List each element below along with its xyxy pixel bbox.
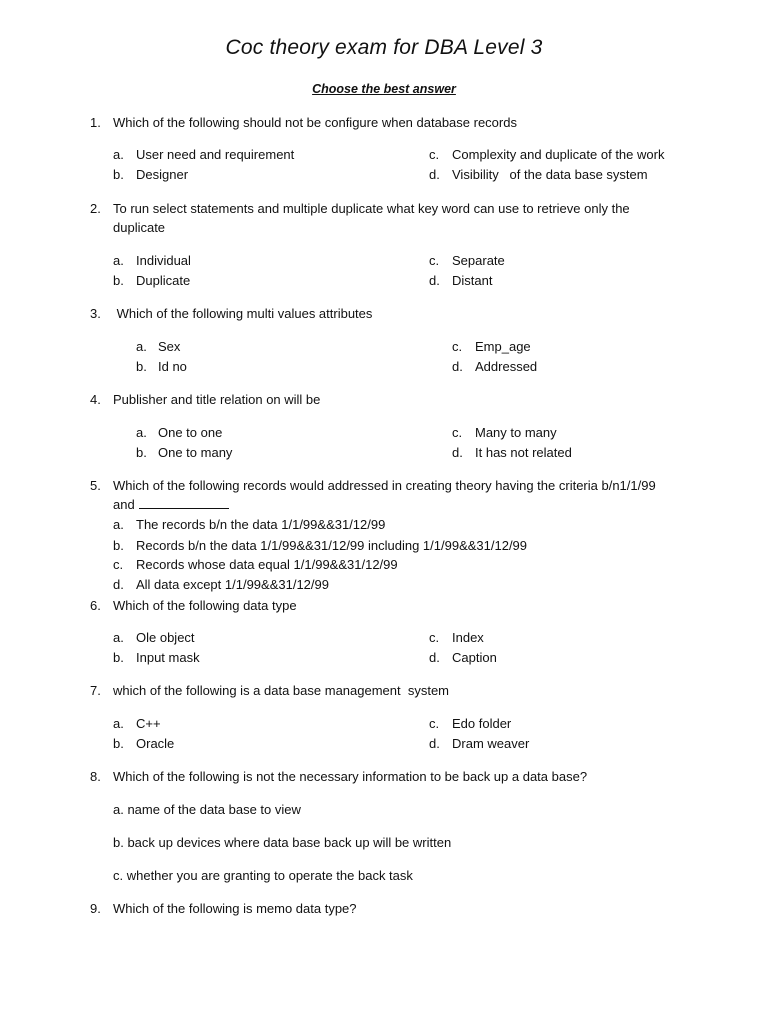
option-text: It has not related xyxy=(475,445,572,460)
option-letter: a. xyxy=(113,630,124,645)
option-letter: c. xyxy=(452,339,463,354)
question-number: 1. xyxy=(90,115,101,130)
option-text: All data except 1/1/99&&31/12/99 xyxy=(136,577,329,592)
option-text: Many to many xyxy=(475,425,557,440)
option-letter: d. xyxy=(429,736,440,751)
option-text: Sex xyxy=(158,339,181,354)
option-letter: a. xyxy=(136,425,147,440)
option-letter: b. xyxy=(136,359,147,374)
option-text: User need and requirement xyxy=(136,147,295,162)
option-text: Emp_age xyxy=(475,339,531,354)
option-letter: c. xyxy=(429,630,440,645)
question-number: 7. xyxy=(90,683,101,698)
option-text: a. name of the data base to view xyxy=(113,802,301,817)
question-number: 5. xyxy=(90,478,101,493)
option-text: Distant xyxy=(452,273,493,288)
question-text: Which of the following data type xyxy=(113,598,297,613)
option-letter: d. xyxy=(429,167,440,182)
option-text: Visibility of the data base system xyxy=(452,167,648,182)
option-letter: b. xyxy=(113,273,124,288)
question-text: To run select statements and multiple duplicate what key word can use to retrieve only the xyxy=(113,201,630,216)
option-letter: a. xyxy=(113,147,124,162)
answer-blank xyxy=(139,496,229,509)
option-text: Oracle xyxy=(136,736,175,751)
page-title: Coc theory exam for DBA Level 3 xyxy=(225,36,543,59)
option-text: c. whether you are granting to operate the back task xyxy=(113,868,413,883)
option-text: One to one xyxy=(158,425,223,440)
option-text: Input mask xyxy=(136,650,200,665)
option-text: Id no xyxy=(158,359,187,374)
question-text: Which of the following is memo data type? xyxy=(113,901,357,916)
option-text: Complexity and duplicate of the work xyxy=(452,147,665,162)
option-letter: d. xyxy=(452,359,463,374)
option-text: Ole object xyxy=(136,630,195,645)
page-subtitle: Choose the best answer xyxy=(312,82,456,96)
option-text: Individual xyxy=(136,253,191,268)
option-text: Separate xyxy=(452,253,505,268)
option-text: Records whose data equal 1/1/99&&31/12/99 xyxy=(136,557,398,572)
option-letter: b. xyxy=(136,445,147,460)
option-text: Index xyxy=(452,630,484,645)
question-text-continued: duplicate xyxy=(113,220,166,235)
question-text: which of the following is a data base management system xyxy=(113,683,450,698)
question-text: Which of the following is not the necessary information to be back up a data base? xyxy=(113,769,588,784)
option-text: Duplicate xyxy=(136,273,191,288)
question-number: 2. xyxy=(90,201,101,216)
option-letter: a. xyxy=(136,339,147,354)
option-text: Caption xyxy=(452,650,497,665)
option-text: b. back up devices where data base back up will be written xyxy=(113,835,452,850)
option-letter: c. xyxy=(429,147,440,162)
option-text: Edo folder xyxy=(452,716,512,731)
option-text: Addressed xyxy=(475,359,538,374)
option-letter: d. xyxy=(429,273,440,288)
question-number: 9. xyxy=(90,901,101,916)
question-number: 6. xyxy=(90,598,101,613)
option-letter: a. xyxy=(113,517,124,532)
question-text-and: and xyxy=(113,497,135,512)
option-letter: a. xyxy=(113,253,124,268)
question-text: Which of the following multi values attributes xyxy=(113,306,373,321)
option-text: Records b/n the data 1/1/99&&31/12/99 including 1/1/99&&31/12/99 xyxy=(136,538,528,553)
question-number: 8. xyxy=(90,769,101,784)
question-text: Publisher and title relation on will be xyxy=(113,392,321,407)
question-text: Which of the following should not be configure when database records xyxy=(113,115,517,130)
option-text: Dram weaver xyxy=(452,736,530,751)
option-letter: d. xyxy=(429,650,440,665)
question-text-continued xyxy=(113,496,229,514)
option-text: The records b/n the data 1/1/99&&31/12/99 xyxy=(136,517,386,532)
option-text: Designer xyxy=(136,167,189,182)
option-letter: d. xyxy=(452,445,463,460)
question-text: Which of the following records would addressed in creating theory having the criteria b/n1/1/99 xyxy=(113,478,656,493)
option-letter: c. xyxy=(113,557,124,572)
option-text: One to many xyxy=(158,445,233,460)
question-number: 3. xyxy=(90,306,101,321)
option-letter: c. xyxy=(452,425,463,440)
option-letter: d. xyxy=(113,577,124,592)
question-number: 4. xyxy=(90,392,101,407)
option-letter: b. xyxy=(113,538,124,553)
option-letter: b. xyxy=(113,650,124,665)
option-letter: a. xyxy=(113,716,124,731)
option-letter: c. xyxy=(429,716,440,731)
option-letter: b. xyxy=(113,736,124,751)
option-text: C++ xyxy=(136,716,161,731)
option-letter: c. xyxy=(429,253,440,268)
option-letter: b. xyxy=(113,167,124,182)
